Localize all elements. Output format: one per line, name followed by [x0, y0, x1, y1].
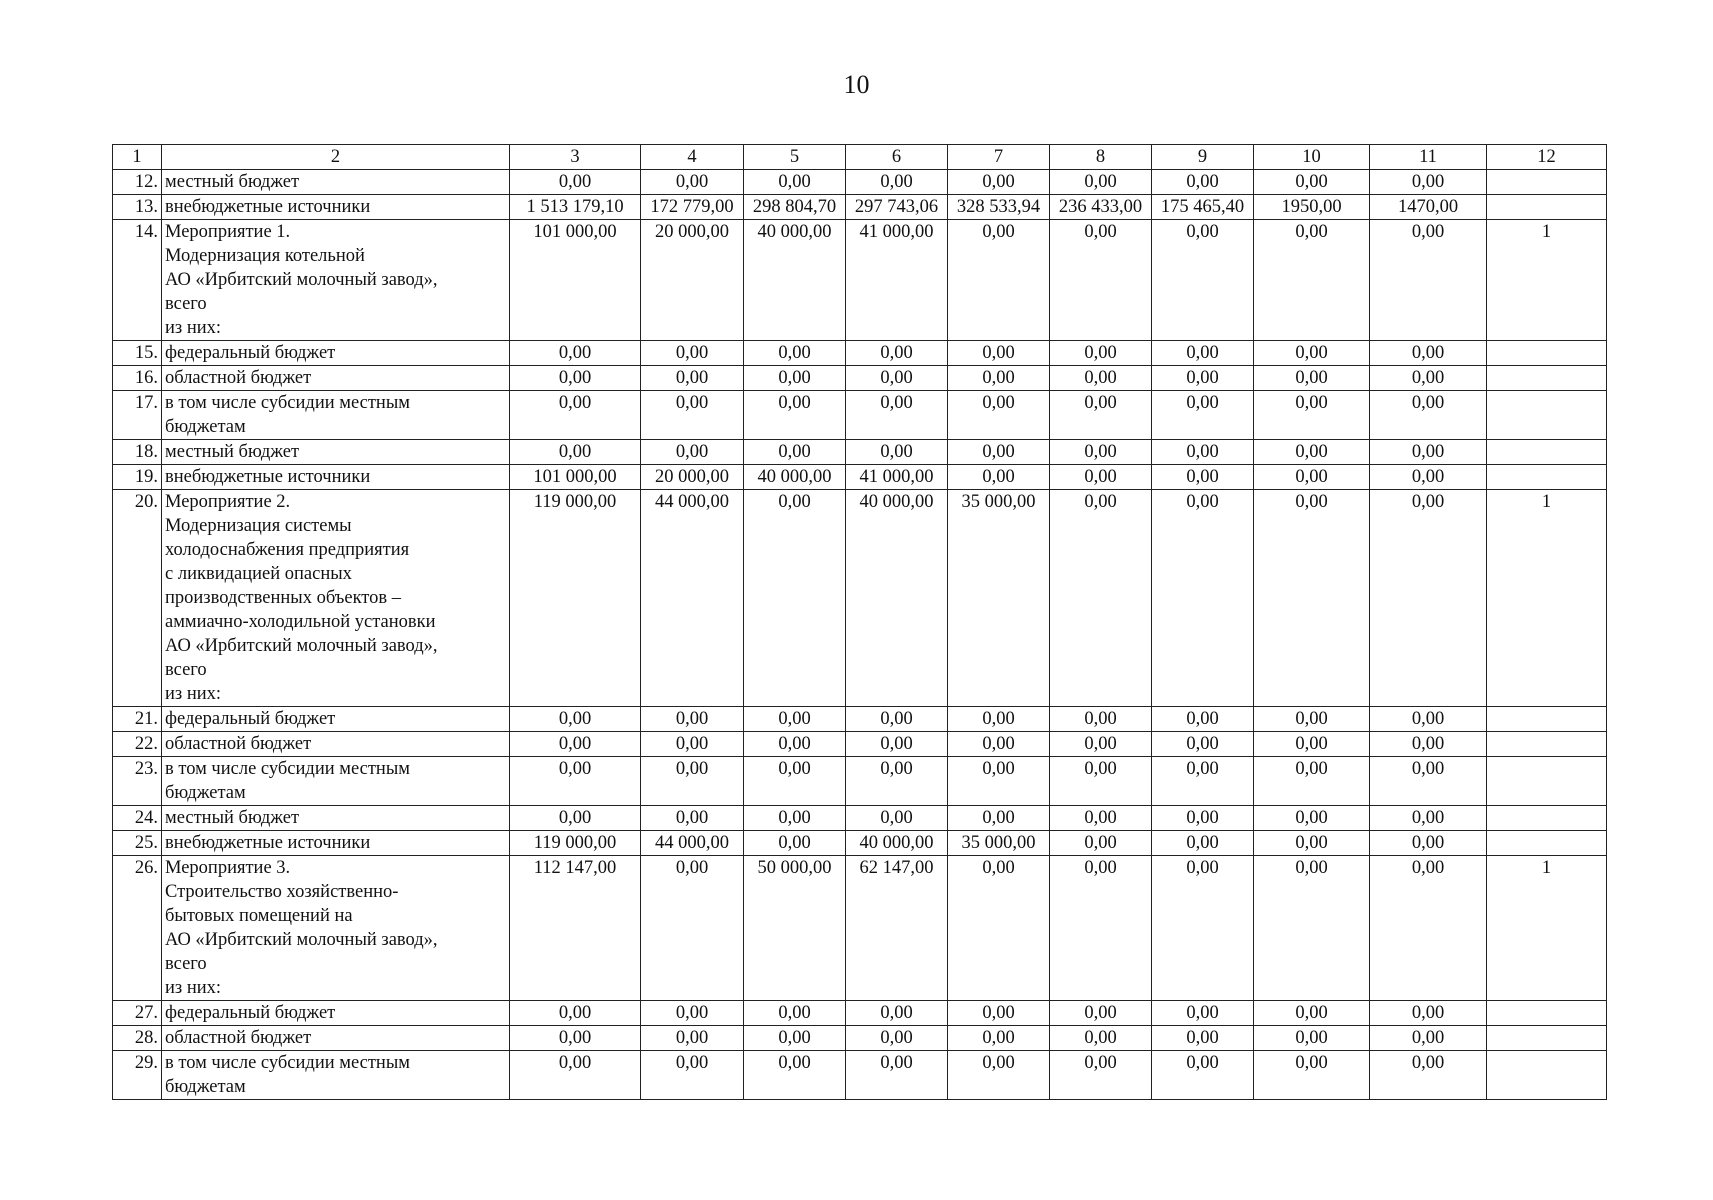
- value-cell-col11: 0,00: [1370, 831, 1487, 856]
- value-cell-col9: 0,00: [1152, 1026, 1254, 1051]
- description-line: бюджетам: [165, 1077, 246, 1097]
- value-cell-col11: 0,00: [1370, 440, 1487, 465]
- value-cell-col10: 0,00: [1254, 1026, 1370, 1051]
- header-cell: 9: [1152, 145, 1254, 170]
- value-cell-col10: 0,00: [1254, 732, 1370, 757]
- value-cell-col10: 0,00: [1254, 465, 1370, 490]
- value-cell-col6: 0,00: [846, 1001, 948, 1026]
- description-line: в том числе субсидии местным: [165, 1053, 410, 1073]
- table-row: [113, 391, 1607, 440]
- row-number: 22.: [113, 732, 162, 757]
- description-line: в том числе субсидии местным: [165, 759, 410, 779]
- value-cell-col9: 0,00: [1152, 1001, 1254, 1026]
- value-cell-col9: 0,00: [1152, 465, 1254, 490]
- description-line: Мероприятие 1.: [165, 222, 291, 242]
- header-cell: 5: [744, 145, 846, 170]
- row-number: 14.: [113, 220, 162, 341]
- table-row: [113, 465, 1607, 490]
- value-cell-col8: 236 433,00: [1050, 195, 1152, 220]
- value-cell-col12: [1487, 707, 1607, 732]
- value-cell-col11: 0,00: [1370, 856, 1487, 1001]
- value-cell-col11: 0,00: [1370, 490, 1487, 707]
- value-cell-col12: [1487, 366, 1607, 391]
- description-line: внебюджетные источники: [165, 197, 371, 217]
- value-cell-col6: 40 000,00: [846, 831, 948, 856]
- value-cell-col10: 0,00: [1254, 341, 1370, 366]
- value-cell-col5: 0,00: [744, 806, 846, 831]
- value-cell-col6: 0,00: [846, 732, 948, 757]
- value-cell-col11: 0,00: [1370, 366, 1487, 391]
- description-line: Строительство хозяйственно-: [165, 882, 399, 902]
- row-description: [162, 1001, 510, 1026]
- value-cell-col6: 0,00: [846, 1051, 948, 1100]
- value-cell-col9: 0,00: [1152, 856, 1254, 1001]
- value-cell-col12: [1487, 341, 1607, 366]
- value-cell-col5: 0,00: [744, 732, 846, 757]
- table-row: [113, 1026, 1607, 1051]
- description-line: местный бюджет: [165, 442, 300, 462]
- description-line: аммиачно-холодильной установки: [165, 612, 436, 632]
- value-cell-col7: 0,00: [948, 170, 1050, 195]
- description-line: местный бюджет: [165, 172, 300, 192]
- value-cell-col11: 0,00: [1370, 170, 1487, 195]
- value-cell-col11: 0,00: [1370, 341, 1487, 366]
- value-cell-col10: 0,00: [1254, 831, 1370, 856]
- value-cell-col10: 0,00: [1254, 490, 1370, 707]
- row-description: [162, 341, 510, 366]
- row-description: [162, 490, 510, 707]
- value-cell-col6: 62 147,00: [846, 856, 948, 1001]
- value-cell-col5: 0,00: [744, 440, 846, 465]
- value-cell-col4: 0,00: [641, 391, 744, 440]
- row-description: [162, 170, 510, 195]
- row-description: [162, 1051, 510, 1100]
- value-cell-col3: 101 000,00: [510, 465, 641, 490]
- value-cell-col12: [1487, 1001, 1607, 1026]
- value-cell-col9: 0,00: [1152, 366, 1254, 391]
- value-cell-col3: 1 513 179,10: [510, 195, 641, 220]
- value-cell-col11: 0,00: [1370, 391, 1487, 440]
- value-cell-col10: 0,00: [1254, 220, 1370, 341]
- row-number: 29.: [113, 1051, 162, 1100]
- row-number: 16.: [113, 366, 162, 391]
- value-cell-col4: 0,00: [641, 1026, 744, 1051]
- value-cell-col5: 0,00: [744, 170, 846, 195]
- row-description: [162, 1026, 510, 1051]
- value-cell-col11: 0,00: [1370, 1026, 1487, 1051]
- value-cell-col6: 0,00: [846, 806, 948, 831]
- value-cell-col4: 0,00: [641, 806, 744, 831]
- value-cell-col10: 0,00: [1254, 1001, 1370, 1026]
- value-cell-col9: 0,00: [1152, 341, 1254, 366]
- row-number: 19.: [113, 465, 162, 490]
- value-cell-col5: 0,00: [744, 1051, 846, 1100]
- value-cell-col11: 0,00: [1370, 707, 1487, 732]
- value-cell-col8: 0,00: [1050, 170, 1152, 195]
- value-cell-col3: 119 000,00: [510, 490, 641, 707]
- value-cell-col5: 0,00: [744, 341, 846, 366]
- value-cell-col8: 0,00: [1050, 1001, 1152, 1026]
- value-cell-col7: 0,00: [948, 440, 1050, 465]
- value-cell-col9: 0,00: [1152, 170, 1254, 195]
- value-cell-col7: 35 000,00: [948, 490, 1050, 707]
- value-cell-col8: 0,00: [1050, 831, 1152, 856]
- value-cell-col7: 0,00: [948, 220, 1050, 341]
- value-cell-col5: 0,00: [744, 707, 846, 732]
- description-line: всего: [165, 954, 207, 974]
- value-cell-col7: 35 000,00: [948, 831, 1050, 856]
- value-cell-col3: 119 000,00: [510, 831, 641, 856]
- table-row: [113, 831, 1607, 856]
- header-cell: 3: [510, 145, 641, 170]
- header-cell: 4: [641, 145, 744, 170]
- value-cell-col8: 0,00: [1050, 391, 1152, 440]
- value-cell-col3: 101 000,00: [510, 220, 641, 341]
- row-description: [162, 195, 510, 220]
- description-line: АО «Ирбитский молочный завод»,: [165, 636, 438, 656]
- value-cell-col3: 0,00: [510, 1001, 641, 1026]
- value-cell-col8: 0,00: [1050, 440, 1152, 465]
- value-cell-col4: 20 000,00: [641, 465, 744, 490]
- description-line: в том числе субсидии местным: [165, 393, 410, 413]
- row-number: 20.: [113, 490, 162, 707]
- value-cell-col4: 0,00: [641, 856, 744, 1001]
- value-cell-col12: [1487, 465, 1607, 490]
- row-description: [162, 707, 510, 732]
- value-cell-col4: 0,00: [641, 1001, 744, 1026]
- value-cell-col3: 0,00: [510, 1026, 641, 1051]
- value-cell-col3: 0,00: [510, 366, 641, 391]
- value-cell-col6: 40 000,00: [846, 490, 948, 707]
- row-number: 27.: [113, 1001, 162, 1026]
- value-cell-col5: 50 000,00: [744, 856, 846, 1001]
- table-row: [113, 220, 1607, 341]
- value-cell-col4: 0,00: [641, 341, 744, 366]
- value-cell-col6: 0,00: [846, 707, 948, 732]
- value-cell-col7: 0,00: [948, 1051, 1050, 1100]
- header-cell: 2: [162, 145, 510, 170]
- header-cell: 6: [846, 145, 948, 170]
- description-line: федеральный бюджет: [165, 709, 336, 729]
- value-cell-col12: [1487, 391, 1607, 440]
- value-cell-col12: [1487, 170, 1607, 195]
- value-cell-col8: 0,00: [1050, 220, 1152, 341]
- description-line: АО «Ирбитский молочный завод»,: [165, 270, 438, 290]
- value-cell-col4: 44 000,00: [641, 490, 744, 707]
- value-cell-col6: 0,00: [846, 1026, 948, 1051]
- value-cell-col8: 0,00: [1050, 856, 1152, 1001]
- value-cell-col3: 0,00: [510, 170, 641, 195]
- value-cell-col9: 0,00: [1152, 757, 1254, 806]
- description-line: федеральный бюджет: [165, 1003, 336, 1023]
- value-cell-col10: 0,00: [1254, 1051, 1370, 1100]
- description-line: производственных объектов –: [165, 588, 402, 608]
- value-cell-col7: 0,00: [948, 341, 1050, 366]
- row-description: [162, 732, 510, 757]
- value-cell-col12: [1487, 732, 1607, 757]
- row-number: 24.: [113, 806, 162, 831]
- value-cell-col8: 0,00: [1050, 732, 1152, 757]
- description-line: из них:: [165, 978, 222, 998]
- value-cell-col10: 0,00: [1254, 440, 1370, 465]
- row-number: 21.: [113, 707, 162, 732]
- value-cell-col6: 297 743,06: [846, 195, 948, 220]
- value-cell-col9: 0,00: [1152, 831, 1254, 856]
- value-cell-col7: 328 533,94: [948, 195, 1050, 220]
- value-cell-col6: 0,00: [846, 170, 948, 195]
- description-line: местный бюджет: [165, 808, 300, 828]
- value-cell-col8: 0,00: [1050, 465, 1152, 490]
- row-number: 25.: [113, 831, 162, 856]
- value-cell-col5: 298 804,70: [744, 195, 846, 220]
- value-cell-col8: 0,00: [1050, 1051, 1152, 1100]
- value-cell-col11: 0,00: [1370, 732, 1487, 757]
- value-cell-col11: 0,00: [1370, 757, 1487, 806]
- value-cell-col12: [1487, 1051, 1607, 1100]
- value-cell-col4: 0,00: [641, 707, 744, 732]
- value-cell-col3: 0,00: [510, 707, 641, 732]
- value-cell-col5: 0,00: [744, 391, 846, 440]
- value-cell-col11: 0,00: [1370, 806, 1487, 831]
- value-cell-col12: 1: [1487, 490, 1607, 707]
- value-cell-col3: 0,00: [510, 440, 641, 465]
- table-row: [113, 440, 1607, 465]
- value-cell-col7: 0,00: [948, 757, 1050, 806]
- value-cell-col4: 0,00: [641, 366, 744, 391]
- description-line: бюджетам: [165, 783, 246, 803]
- table-row: [113, 341, 1607, 366]
- value-cell-col8: 0,00: [1050, 341, 1152, 366]
- page-number: 10: [843, 70, 870, 99]
- value-cell-col3: 0,00: [510, 1051, 641, 1100]
- value-cell-col5: 0,00: [744, 1026, 846, 1051]
- value-cell-col7: 0,00: [948, 732, 1050, 757]
- description-line: из них:: [165, 318, 222, 338]
- value-cell-col6: 41 000,00: [846, 220, 948, 341]
- row-description: [162, 757, 510, 806]
- value-cell-col11: 0,00: [1370, 1051, 1487, 1100]
- value-cell-col3: 0,00: [510, 806, 641, 831]
- table-row: [113, 757, 1607, 806]
- value-cell-col4: 0,00: [641, 440, 744, 465]
- table-row: [113, 806, 1607, 831]
- value-cell-col3: 0,00: [510, 391, 641, 440]
- value-cell-col4: 0,00: [641, 170, 744, 195]
- value-cell-col8: 0,00: [1050, 757, 1152, 806]
- row-number: 23.: [113, 757, 162, 806]
- value-cell-col10: 0,00: [1254, 391, 1370, 440]
- table-row: [113, 1001, 1607, 1026]
- value-cell-col3: 112 147,00: [510, 856, 641, 1001]
- table-header-row: [113, 145, 1607, 170]
- row-description: [162, 220, 510, 341]
- value-cell-col6: 0,00: [846, 440, 948, 465]
- table-row: [113, 170, 1607, 195]
- value-cell-col5: 0,00: [744, 490, 846, 707]
- value-cell-col7: 0,00: [948, 707, 1050, 732]
- value-cell-col4: 0,00: [641, 732, 744, 757]
- table-row: [113, 366, 1607, 391]
- table-row: [113, 732, 1607, 757]
- value-cell-col9: 0,00: [1152, 220, 1254, 341]
- value-cell-col5: 0,00: [744, 757, 846, 806]
- description-line: областной бюджет: [165, 1028, 312, 1048]
- value-cell-col5: 40 000,00: [744, 465, 846, 490]
- value-cell-col4: 44 000,00: [641, 831, 744, 856]
- value-cell-col9: 0,00: [1152, 440, 1254, 465]
- value-cell-col5: 0,00: [744, 831, 846, 856]
- value-cell-col4: 20 000,00: [641, 220, 744, 341]
- value-cell-col7: 0,00: [948, 465, 1050, 490]
- value-cell-col3: 0,00: [510, 757, 641, 806]
- value-cell-col10: 0,00: [1254, 806, 1370, 831]
- value-cell-col6: 41 000,00: [846, 465, 948, 490]
- description-line: АО «Ирбитский молочный завод»,: [165, 930, 438, 950]
- header-cell: 11: [1370, 145, 1487, 170]
- row-number: 17.: [113, 391, 162, 440]
- description-line: Мероприятие 2.: [165, 492, 291, 512]
- row-number: 12.: [113, 170, 162, 195]
- row-description: [162, 831, 510, 856]
- row-number: 28.: [113, 1026, 162, 1051]
- row-description: [162, 806, 510, 831]
- value-cell-col12: [1487, 806, 1607, 831]
- value-cell-col3: 0,00: [510, 341, 641, 366]
- table-row: [113, 707, 1607, 732]
- description-line: всего: [165, 660, 207, 680]
- row-description: [162, 366, 510, 391]
- header-cell: 10: [1254, 145, 1370, 170]
- value-cell-col10: 0,00: [1254, 366, 1370, 391]
- row-description: [162, 440, 510, 465]
- value-cell-col8: 0,00: [1050, 490, 1152, 707]
- description-line: Модернизация системы: [165, 516, 352, 536]
- value-cell-col9: 0,00: [1152, 490, 1254, 707]
- value-cell-col12: [1487, 831, 1607, 856]
- value-cell-col5: 0,00: [744, 366, 846, 391]
- value-cell-col6: 0,00: [846, 341, 948, 366]
- value-cell-col10: 1950,00: [1254, 195, 1370, 220]
- value-cell-col7: 0,00: [948, 856, 1050, 1001]
- value-cell-col9: 0,00: [1152, 732, 1254, 757]
- value-cell-col11: 0,00: [1370, 465, 1487, 490]
- value-cell-col5: 40 000,00: [744, 220, 846, 341]
- value-cell-col12: [1487, 757, 1607, 806]
- description-line: с ликвидацией опасных: [165, 564, 352, 584]
- value-cell-col6: 0,00: [846, 757, 948, 806]
- row-number: 15.: [113, 341, 162, 366]
- value-cell-col11: 1470,00: [1370, 195, 1487, 220]
- value-cell-col8: 0,00: [1050, 366, 1152, 391]
- value-cell-col4: 172 779,00: [641, 195, 744, 220]
- header-cell: 12: [1487, 145, 1607, 170]
- budget-table: [112, 144, 1607, 1100]
- row-number: 26.: [113, 856, 162, 1001]
- value-cell-col9: 0,00: [1152, 1051, 1254, 1100]
- description-line: федеральный бюджет: [165, 343, 336, 363]
- value-cell-col11: 0,00: [1370, 220, 1487, 341]
- row-number: 18.: [113, 440, 162, 465]
- value-cell-col8: 0,00: [1050, 707, 1152, 732]
- value-cell-col9: 175 465,40: [1152, 195, 1254, 220]
- description-line: Модернизация котельной: [165, 246, 365, 266]
- value-cell-col7: 0,00: [948, 806, 1050, 831]
- table-row: [113, 195, 1607, 220]
- row-number: 13.: [113, 195, 162, 220]
- value-cell-col10: 0,00: [1254, 757, 1370, 806]
- description-line: из них:: [165, 684, 222, 704]
- value-cell-col7: 0,00: [948, 391, 1050, 440]
- value-cell-col12: [1487, 195, 1607, 220]
- description-line: внебюджетные источники: [165, 833, 371, 853]
- description-line: областной бюджет: [165, 368, 312, 388]
- row-description: [162, 391, 510, 440]
- table-row: [113, 856, 1607, 1001]
- value-cell-col7: 0,00: [948, 1001, 1050, 1026]
- value-cell-col7: 0,00: [948, 366, 1050, 391]
- value-cell-col5: 0,00: [744, 1001, 846, 1026]
- value-cell-col6: 0,00: [846, 391, 948, 440]
- row-description: [162, 856, 510, 1001]
- value-cell-col3: 0,00: [510, 732, 641, 757]
- value-cell-col8: 0,00: [1050, 806, 1152, 831]
- value-cell-col9: 0,00: [1152, 391, 1254, 440]
- table-row: [113, 490, 1607, 707]
- description-line: всего: [165, 294, 207, 314]
- header-cell: 1: [113, 145, 162, 170]
- description-line: бытовых помещений на: [165, 906, 353, 926]
- value-cell-col12: 1: [1487, 856, 1607, 1001]
- value-cell-col9: 0,00: [1152, 806, 1254, 831]
- value-cell-col12: [1487, 440, 1607, 465]
- value-cell-col10: 0,00: [1254, 707, 1370, 732]
- description-line: холодоснабжения предприятия: [165, 540, 410, 560]
- value-cell-col10: 0,00: [1254, 170, 1370, 195]
- value-cell-col9: 0,00: [1152, 707, 1254, 732]
- value-cell-col8: 0,00: [1050, 1026, 1152, 1051]
- header-cell: 8: [1050, 145, 1152, 170]
- value-cell-col4: 0,00: [641, 757, 744, 806]
- table-row: [113, 1051, 1607, 1100]
- header-cell: 7: [948, 145, 1050, 170]
- row-description: [162, 465, 510, 490]
- description-line: Мероприятие 3.: [165, 858, 291, 878]
- value-cell-col12: [1487, 1026, 1607, 1051]
- description-line: бюджетам: [165, 417, 246, 437]
- value-cell-col6: 0,00: [846, 366, 948, 391]
- value-cell-col12: 1: [1487, 220, 1607, 341]
- description-line: внебюджетные источники: [165, 467, 371, 487]
- value-cell-col11: 0,00: [1370, 1001, 1487, 1026]
- value-cell-col7: 0,00: [948, 1026, 1050, 1051]
- description-line: областной бюджет: [165, 734, 312, 754]
- value-cell-col4: 0,00: [641, 1051, 744, 1100]
- value-cell-col10: 0,00: [1254, 856, 1370, 1001]
